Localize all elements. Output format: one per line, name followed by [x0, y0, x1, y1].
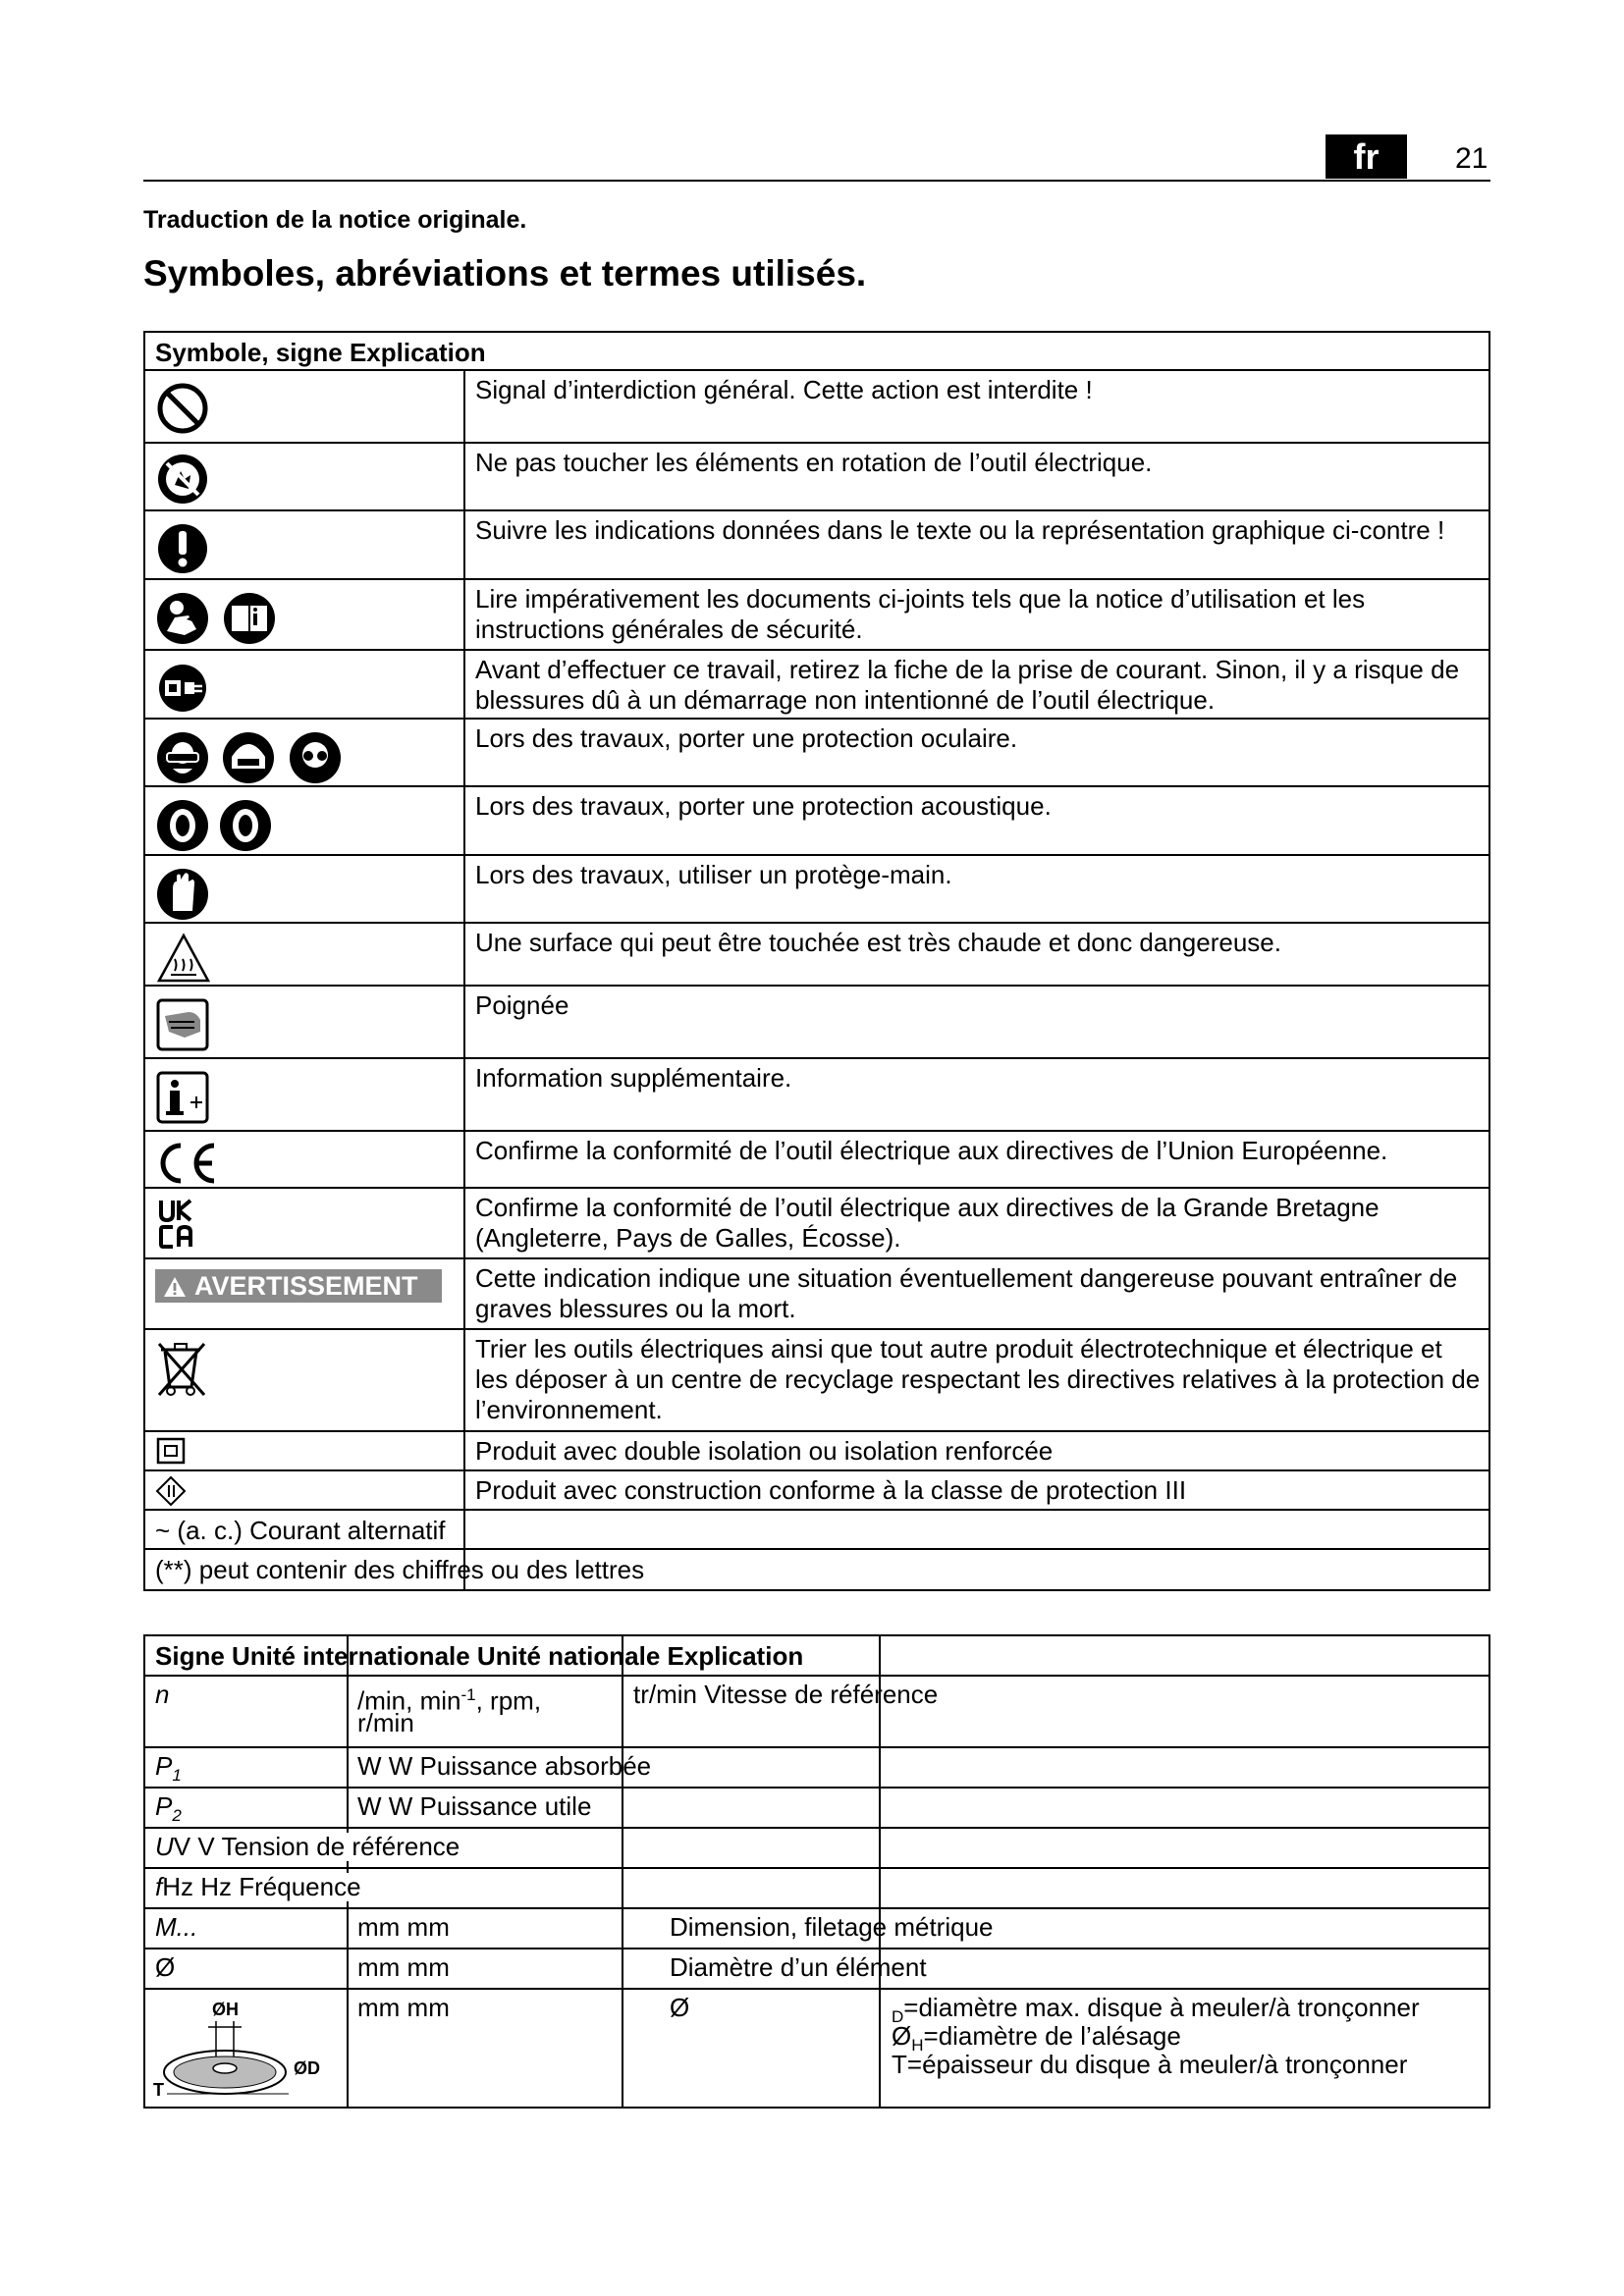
row-text: (**) peut contenir des chiffres ou des lettres	[155, 1555, 645, 1584]
unit-row-text: UV V Tension de référence	[155, 1833, 463, 1861]
ukca-mark-icon	[155, 1195, 214, 1254]
table-row	[145, 444, 1489, 511]
unit-expl-line1: $_D$=diamètre max. disque à meuler/à tronçonner	[892, 1993, 1420, 2027]
info-plus-icon	[155, 1065, 214, 1126]
unit-rest: W W Puissance absorbée	[357, 1751, 652, 1781]
row-text: Lors des travaux, porter une protection oculaire.	[475, 723, 1018, 753]
unit-intl: mm mm	[357, 1912, 450, 1942]
row-text: Une surface qui peut être touchée est très chaude et donc dangereuse.	[475, 928, 1281, 957]
unit-row-text: fHz Hz Fréquence	[155, 1873, 365, 1901]
unit-expl-line2: $Ø_H=diamètre$ de l’alésage	[892, 2021, 1181, 2056]
row-text: Cette indication indique une situation éventuellement dangereuse pouvant entraîner de graves blessures ou la mort.	[475, 1263, 1458, 1323]
unit-intl: mm mm	[357, 1952, 450, 1982]
warning-banner-label: AVERTISSEMENT	[194, 1271, 418, 1301]
units-table	[143, 1634, 1490, 2109]
unit-sign: Ø	[155, 1952, 176, 1982]
unit-intl: mm mm	[357, 1993, 450, 2022]
no-touch-rotating-icon	[155, 450, 214, 508]
row-text: Ne pas toucher les éléments en rotation de l’outil électrique.	[475, 448, 1153, 477]
unit-expl-line3: T=épaisseur du disque à meuler/à tronçonner	[892, 2050, 1408, 2079]
table-row	[145, 1330, 1489, 1432]
page-number: 21	[1455, 142, 1489, 175]
hand-protection-icon	[155, 862, 214, 923]
handle-icon	[155, 992, 214, 1053]
table-row	[145, 651, 1489, 720]
table-row	[145, 1189, 1489, 1259]
table-row	[145, 580, 1489, 651]
row-text: Avant d’effectuer ce travail, retirez la fiche de la prise de courant. Sinon, il y a risque de blessures dû à un démarrage non intentionné de l’outil électrique.	[475, 655, 1460, 715]
header-rule	[143, 180, 1490, 182]
table-row	[145, 1259, 1489, 1330]
row-text: Confirme la conformité de l’outil électrique aux directives de la Grande Bretagne (Angleterre, Pays de Galles, Écosse).	[475, 1193, 1380, 1253]
unit-sign: n	[155, 1680, 170, 1709]
table-row	[145, 1132, 1489, 1189]
double-insulation-icon	[155, 1436, 190, 1466]
unit-sign: M...	[155, 1912, 198, 1942]
unit-national: Ø	[670, 1993, 690, 2022]
table-row	[145, 1432, 1489, 1471]
mandatory-exclamation-icon	[155, 517, 214, 576]
unit-expl: Dimension, filetage métrique	[670, 1912, 994, 1942]
unit-sign: $P_2$	[155, 1791, 182, 1826]
unit-expl: Diamètre d’un élément	[670, 1952, 927, 1982]
row-text: Lors des travaux, utiliser un protège-main.	[475, 860, 952, 889]
table-row	[145, 1869, 1489, 1909]
symbols-table	[143, 331, 1490, 1591]
table-row	[145, 787, 1489, 856]
table-row	[145, 856, 1489, 924]
table-row	[145, 371, 1489, 444]
unit-intl: /min, $\min^{-1}$, rpm,	[357, 1685, 542, 1716]
row-text: Lire impérativement les documents ci-joints tels que la notice d’utilisation et les instructions générales de sécurité.	[475, 584, 1366, 644]
row-text: Poignée	[475, 990, 569, 1020]
diagram-label-t: T	[153, 2080, 164, 2100]
table-row	[145, 987, 1489, 1059]
table-row	[145, 1677, 1489, 1748]
row-text: ~ (a. c.) Courant alternatif	[155, 1516, 446, 1545]
symbols-table-header	[145, 333, 1489, 371]
prohibition-icon	[155, 377, 214, 436]
row-text: Suivre les indications données dans le texte ou la représentation graphique ci-contre !	[475, 515, 1445, 545]
table-row	[145, 720, 1489, 787]
table-row	[145, 1949, 1489, 1990]
weee-bin-icon	[155, 1336, 214, 1399]
table-row	[145, 1990, 1489, 2107]
unplug-icon	[155, 657, 214, 716]
row-text: Lors des travaux, porter une protection acoustique.	[475, 791, 1052, 821]
diagram-label-oh: ØH	[212, 2000, 239, 2019]
table-row	[145, 1909, 1489, 1949]
row-text: Confirme la conformité de l’outil électrique aux directives de l’Union Européenne.	[475, 1136, 1388, 1165]
table-row	[145, 511, 1489, 580]
row-text: Signal d’interdiction général. Cette action est interdite !	[475, 375, 1093, 404]
ce-mark-icon	[155, 1138, 224, 1187]
row-text: Produit avec construction conforme à la classe de protection III	[475, 1475, 1187, 1505]
row-text: Produit avec double isolation ou isolation renforcée	[475, 1436, 1054, 1466]
diagram-label-od: ØD	[294, 2058, 320, 2078]
read-manual-icon	[155, 586, 293, 647]
symbols-header-text: Symbole, signe Explication	[155, 338, 486, 367]
unit-intl-line2: r/min	[357, 1708, 414, 1737]
class-iii-icon	[155, 1475, 190, 1507]
table-row	[145, 1471, 1489, 1511]
table-row	[145, 1511, 1489, 1550]
ear-protection-icon	[155, 793, 293, 854]
row-text: Information supplémentaire.	[475, 1063, 792, 1093]
table-row	[145, 1789, 1489, 1829]
table-row	[145, 924, 1489, 987]
table-row	[145, 1550, 1489, 1589]
table-row	[145, 1748, 1489, 1789]
units-header-text: Signe Unité internationale Unité nationale Explication	[155, 1641, 804, 1671]
unit-rest: tr/min Vitesse de référence	[633, 1680, 939, 1709]
page-title: Symboles, abréviations et termes utilisés.	[143, 253, 867, 294]
grinding-disc-diagram	[151, 1996, 338, 2102]
unit-sign: $P_1$	[155, 1751, 182, 1786]
unit-rest: W W Puissance utile	[357, 1791, 592, 1821]
warning-triangle-icon	[163, 1276, 187, 1298]
table-row	[145, 1829, 1489, 1869]
eye-protection-icon	[155, 725, 352, 786]
hot-surface-icon	[155, 930, 214, 988]
table-row	[145, 1059, 1489, 1132]
row-text: Trier les outils électriques ainsi que tout autre produit électrotechnique et électrique et les déposer à un centre de recyclage respectant les directives relatives à la protection de l’environnement.	[475, 1334, 1481, 1424]
units-table-header	[145, 1636, 1489, 1677]
warning-banner	[155, 1269, 442, 1303]
subtitle: Traduction de la notice originale.	[143, 206, 527, 234]
language-badge: fr	[1326, 134, 1407, 179]
